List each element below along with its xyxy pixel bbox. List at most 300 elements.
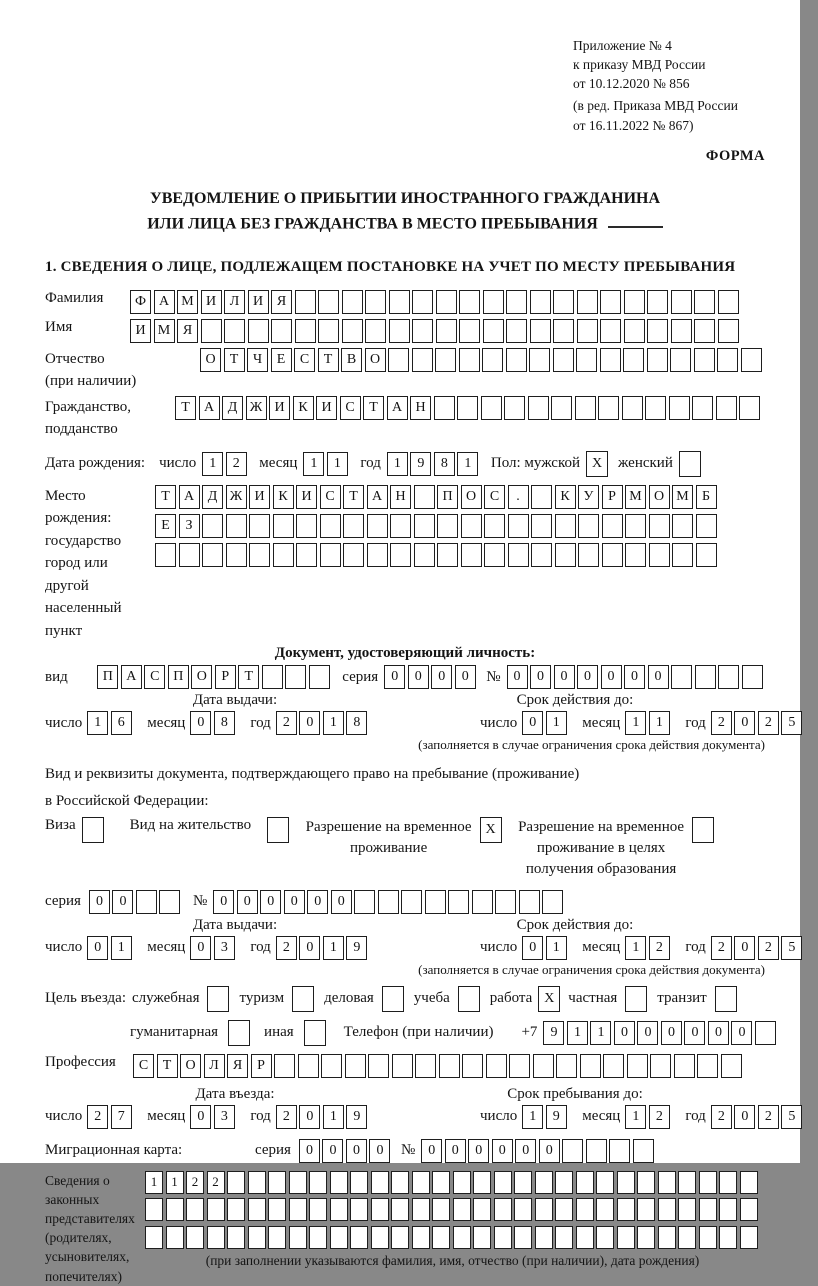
char-cell[interactable]	[262, 665, 283, 689]
char-cell[interactable]: Т	[175, 396, 196, 420]
char-cell[interactable]	[414, 514, 435, 538]
char-cell[interactable]: 0	[734, 711, 755, 735]
char-cell[interactable]: 0	[213, 890, 234, 914]
char-cell[interactable]	[432, 1198, 450, 1221]
char-cell[interactable]: Ч	[247, 348, 268, 372]
char-cell[interactable]	[392, 1054, 413, 1078]
char-cell[interactable]	[576, 1171, 594, 1194]
char-cell[interactable]	[645, 396, 666, 420]
char-cell[interactable]: 8	[214, 711, 235, 735]
char-cell[interactable]	[531, 485, 552, 509]
char-cell[interactable]	[670, 348, 691, 372]
char-cell[interactable]: 1	[546, 711, 567, 735]
char-cell[interactable]	[672, 543, 693, 567]
char-cell[interactable]: Я	[177, 319, 198, 343]
char-cell[interactable]	[535, 1171, 553, 1194]
char-cell[interactable]: 0	[322, 1139, 343, 1163]
char-cell[interactable]: Я	[271, 290, 292, 314]
checkbox-visa[interactable]	[82, 817, 104, 843]
char-cell[interactable]	[390, 543, 411, 567]
checkbox-work[interactable]: X	[538, 986, 560, 1012]
char-cell[interactable]	[318, 319, 339, 343]
char-cell[interactable]: 0	[190, 1105, 211, 1129]
char-cell[interactable]	[318, 290, 339, 314]
char-cell[interactable]: О	[649, 485, 670, 509]
char-cell[interactable]: 0	[112, 890, 133, 914]
char-cell[interactable]	[671, 319, 692, 343]
char-cell[interactable]	[179, 543, 200, 567]
char-cell[interactable]	[343, 514, 364, 538]
char-cell[interactable]: Ф	[130, 290, 151, 314]
char-cell[interactable]: 6	[111, 711, 132, 735]
char-cell[interactable]: 2	[758, 936, 779, 960]
char-cell[interactable]	[342, 290, 363, 314]
char-cell[interactable]	[555, 1198, 573, 1221]
char-cell[interactable]	[529, 348, 550, 372]
char-cell[interactable]	[535, 1198, 553, 1221]
char-cell[interactable]	[391, 1198, 409, 1221]
char-cell[interactable]: 1	[166, 1171, 184, 1194]
char-cell[interactable]: 0	[431, 665, 452, 689]
char-cell[interactable]: 9	[543, 1021, 564, 1045]
char-cell[interactable]	[412, 1226, 430, 1249]
char-cell[interactable]: 7	[111, 1105, 132, 1129]
char-cell[interactable]: 2	[186, 1171, 204, 1194]
char-cell[interactable]	[740, 1171, 758, 1194]
char-cell[interactable]	[553, 319, 574, 343]
char-cell[interactable]	[741, 348, 762, 372]
char-cell[interactable]	[555, 1226, 573, 1249]
char-cell[interactable]: И	[269, 396, 290, 420]
char-cell[interactable]	[412, 348, 433, 372]
char-cell[interactable]: Д	[202, 485, 223, 509]
char-cell[interactable]	[578, 543, 599, 567]
char-cell[interactable]	[609, 1139, 630, 1163]
char-cell[interactable]: 1	[546, 936, 567, 960]
char-cell[interactable]	[530, 290, 551, 314]
char-cell[interactable]: 5	[781, 936, 802, 960]
char-cell[interactable]	[389, 319, 410, 343]
char-cell[interactable]	[226, 543, 247, 567]
char-cell[interactable]: И	[296, 485, 317, 509]
char-cell[interactable]: 1	[625, 936, 646, 960]
char-cell[interactable]	[617, 1198, 635, 1221]
char-cell[interactable]	[504, 396, 525, 420]
char-cell[interactable]	[439, 1054, 460, 1078]
char-cell[interactable]	[576, 348, 597, 372]
char-cell[interactable]	[296, 543, 317, 567]
char-cell[interactable]: О	[191, 665, 212, 689]
char-cell[interactable]	[740, 1198, 758, 1221]
char-cell[interactable]	[719, 1198, 737, 1221]
char-cell[interactable]	[633, 1139, 654, 1163]
char-cell[interactable]: 0	[734, 936, 755, 960]
char-cell[interactable]	[224, 319, 245, 343]
char-cell[interactable]	[432, 1226, 450, 1249]
char-cell[interactable]: 2	[226, 452, 247, 476]
char-cell[interactable]: 1	[522, 1105, 543, 1129]
checkbox-male[interactable]: X	[586, 451, 608, 477]
char-cell[interactable]	[484, 543, 505, 567]
char-cell[interactable]	[624, 319, 645, 343]
char-cell[interactable]	[473, 1226, 491, 1249]
char-cell[interactable]: 0	[554, 665, 575, 689]
char-cell[interactable]	[437, 514, 458, 538]
char-cell[interactable]	[145, 1198, 163, 1221]
char-cell[interactable]: 2	[711, 1105, 732, 1129]
char-cell[interactable]: И	[201, 290, 222, 314]
checkbox-private[interactable]	[625, 986, 647, 1012]
char-cell[interactable]: 1	[567, 1021, 588, 1045]
char-cell[interactable]: З	[179, 514, 200, 538]
char-cell[interactable]: 0	[284, 890, 305, 914]
char-cell[interactable]: 9	[410, 452, 431, 476]
char-cell[interactable]	[531, 514, 552, 538]
char-cell[interactable]	[483, 290, 504, 314]
char-cell[interactable]	[136, 890, 157, 914]
char-cell[interactable]	[553, 290, 574, 314]
char-cell[interactable]: Д	[222, 396, 243, 420]
char-cell[interactable]: С	[133, 1054, 154, 1078]
char-cell[interactable]: И	[248, 290, 269, 314]
char-cell[interactable]: 0	[445, 1139, 466, 1163]
char-cell[interactable]: 0	[299, 1105, 320, 1129]
char-cell[interactable]	[295, 319, 316, 343]
char-cell[interactable]: Б	[696, 485, 717, 509]
char-cell[interactable]	[453, 1171, 471, 1194]
char-cell[interactable]	[482, 348, 503, 372]
char-cell[interactable]	[542, 890, 563, 914]
char-cell[interactable]: Н	[390, 485, 411, 509]
char-cell[interactable]: У	[578, 485, 599, 509]
char-cell[interactable]	[625, 543, 646, 567]
char-cell[interactable]: 2	[276, 1105, 297, 1129]
char-cell[interactable]: 8	[346, 711, 367, 735]
char-cell[interactable]: 1	[625, 1105, 646, 1129]
char-cell[interactable]	[509, 1054, 530, 1078]
char-cell[interactable]	[271, 319, 292, 343]
char-cell[interactable]	[371, 1198, 389, 1221]
char-cell[interactable]	[716, 396, 737, 420]
char-cell[interactable]: 1	[590, 1021, 611, 1045]
char-cell[interactable]: 0	[260, 890, 281, 914]
char-cell[interactable]	[226, 514, 247, 538]
char-cell[interactable]	[248, 1226, 266, 1249]
char-cell[interactable]: 0	[237, 890, 258, 914]
char-cell[interactable]	[412, 319, 433, 343]
char-cell[interactable]	[678, 1198, 696, 1221]
char-cell[interactable]	[472, 890, 493, 914]
char-cell[interactable]	[461, 514, 482, 538]
char-cell[interactable]: А	[154, 290, 175, 314]
char-cell[interactable]	[371, 1171, 389, 1194]
char-cell[interactable]	[506, 319, 527, 343]
char-cell[interactable]: А	[387, 396, 408, 420]
char-cell[interactable]: 2	[649, 936, 670, 960]
char-cell[interactable]: 2	[711, 711, 732, 735]
char-cell[interactable]	[603, 1054, 624, 1078]
char-cell[interactable]: 1	[145, 1171, 163, 1194]
char-cell[interactable]: 0	[408, 665, 429, 689]
char-cell[interactable]: С	[320, 485, 341, 509]
char-cell[interactable]: 0	[87, 936, 108, 960]
char-cell[interactable]	[600, 348, 621, 372]
char-cell[interactable]: 0	[577, 665, 598, 689]
char-cell[interactable]	[459, 290, 480, 314]
char-cell[interactable]	[671, 665, 692, 689]
char-cell[interactable]	[586, 1139, 607, 1163]
char-cell[interactable]	[658, 1198, 676, 1221]
char-cell[interactable]: Ж	[246, 396, 267, 420]
char-cell[interactable]: 0	[384, 665, 405, 689]
char-cell[interactable]: 1	[303, 452, 324, 476]
char-cell[interactable]	[268, 1171, 286, 1194]
char-cell[interactable]	[600, 319, 621, 343]
char-cell[interactable]	[580, 1054, 601, 1078]
char-cell[interactable]	[289, 1198, 307, 1221]
char-cell[interactable]	[623, 348, 644, 372]
char-cell[interactable]: И	[249, 485, 270, 509]
char-cell[interactable]: А	[121, 665, 142, 689]
char-cell[interactable]	[367, 514, 388, 538]
char-cell[interactable]	[596, 1171, 614, 1194]
char-cell[interactable]	[514, 1171, 532, 1194]
char-cell[interactable]: Т	[318, 348, 339, 372]
char-cell[interactable]	[531, 543, 552, 567]
char-cell[interactable]	[365, 290, 386, 314]
char-cell[interactable]	[650, 1054, 671, 1078]
char-cell[interactable]	[343, 543, 364, 567]
char-cell[interactable]: 0	[190, 936, 211, 960]
char-cell[interactable]	[627, 1054, 648, 1078]
char-cell[interactable]	[494, 1171, 512, 1194]
char-cell[interactable]: М	[154, 319, 175, 343]
char-cell[interactable]: 9	[546, 1105, 567, 1129]
char-cell[interactable]	[649, 514, 670, 538]
char-cell[interactable]: 0	[539, 1139, 560, 1163]
char-cell[interactable]: 0	[648, 665, 669, 689]
char-cell[interactable]: 1	[87, 711, 108, 735]
char-cell[interactable]: Л	[204, 1054, 225, 1078]
char-cell[interactable]: Р	[215, 665, 236, 689]
char-cell[interactable]: С	[294, 348, 315, 372]
char-cell[interactable]: 8	[434, 452, 455, 476]
char-cell[interactable]	[285, 665, 306, 689]
char-cell[interactable]	[514, 1226, 532, 1249]
char-cell[interactable]	[494, 1226, 512, 1249]
char-cell[interactable]: Т	[343, 485, 364, 509]
char-cell[interactable]: О	[200, 348, 221, 372]
char-cell[interactable]	[155, 543, 176, 567]
char-cell[interactable]: 2	[87, 1105, 108, 1129]
char-cell[interactable]: 9	[346, 1105, 367, 1129]
char-cell[interactable]: К	[273, 485, 294, 509]
char-cell[interactable]: 0	[299, 711, 320, 735]
checkbox-female[interactable]	[679, 451, 701, 477]
char-cell[interactable]: 1	[327, 452, 348, 476]
char-cell[interactable]: 1	[387, 452, 408, 476]
char-cell[interactable]	[694, 290, 715, 314]
char-cell[interactable]: 2	[758, 1105, 779, 1129]
char-cell[interactable]	[473, 1171, 491, 1194]
char-cell[interactable]	[227, 1226, 245, 1249]
char-cell[interactable]	[202, 514, 223, 538]
char-cell[interactable]	[367, 543, 388, 567]
char-cell[interactable]: 1	[111, 936, 132, 960]
char-cell[interactable]: Е	[271, 348, 292, 372]
char-cell[interactable]	[309, 665, 330, 689]
char-cell[interactable]	[718, 290, 739, 314]
char-cell[interactable]	[553, 348, 574, 372]
char-cell[interactable]	[699, 1171, 717, 1194]
char-cell[interactable]	[289, 1226, 307, 1249]
char-cell[interactable]	[602, 514, 623, 538]
char-cell[interactable]	[696, 514, 717, 538]
char-cell[interactable]: И	[316, 396, 337, 420]
char-cell[interactable]	[295, 290, 316, 314]
char-cell[interactable]: 2	[207, 1171, 225, 1194]
char-cell[interactable]	[350, 1198, 368, 1221]
char-cell[interactable]	[617, 1226, 635, 1249]
char-cell[interactable]: 0	[708, 1021, 729, 1045]
char-cell[interactable]	[658, 1226, 676, 1249]
char-cell[interactable]	[721, 1054, 742, 1078]
checkbox-edu-permit[interactable]	[692, 817, 714, 843]
char-cell[interactable]	[350, 1226, 368, 1249]
char-cell[interactable]: И	[130, 319, 151, 343]
char-cell[interactable]	[202, 543, 223, 567]
checkbox-study[interactable]	[458, 986, 480, 1012]
char-cell[interactable]	[249, 543, 270, 567]
char-cell[interactable]	[739, 396, 760, 420]
char-cell[interactable]: 5	[781, 1105, 802, 1129]
char-cell[interactable]: 0	[661, 1021, 682, 1045]
checkbox-official[interactable]	[207, 986, 229, 1012]
char-cell[interactable]: 0	[331, 890, 352, 914]
char-cell[interactable]	[461, 543, 482, 567]
char-cell[interactable]	[506, 290, 527, 314]
char-cell[interactable]	[309, 1226, 327, 1249]
char-cell[interactable]: 1	[649, 711, 670, 735]
char-cell[interactable]: 0	[637, 1021, 658, 1045]
char-cell[interactable]	[484, 514, 505, 538]
char-cell[interactable]	[637, 1171, 655, 1194]
char-cell[interactable]	[481, 396, 502, 420]
char-cell[interactable]	[556, 1054, 577, 1078]
char-cell[interactable]	[694, 319, 715, 343]
char-cell[interactable]: П	[168, 665, 189, 689]
char-cell[interactable]	[437, 543, 458, 567]
checkbox-temp-permit[interactable]: X	[480, 817, 502, 843]
char-cell[interactable]	[576, 1198, 594, 1221]
char-cell[interactable]	[575, 396, 596, 420]
char-cell[interactable]	[345, 1054, 366, 1078]
char-cell[interactable]	[669, 396, 690, 420]
char-cell[interactable]	[186, 1226, 204, 1249]
char-cell[interactable]: 0	[731, 1021, 752, 1045]
char-cell[interactable]	[298, 1054, 319, 1078]
checkbox-other[interactable]	[304, 1020, 326, 1046]
char-cell[interactable]: 0	[455, 665, 476, 689]
char-cell[interactable]: 0	[530, 665, 551, 689]
char-cell[interactable]	[248, 319, 269, 343]
char-cell[interactable]	[350, 1171, 368, 1194]
char-cell[interactable]	[390, 514, 411, 538]
char-cell[interactable]: К	[293, 396, 314, 420]
char-cell[interactable]: 0	[614, 1021, 635, 1045]
char-cell[interactable]	[625, 514, 646, 538]
char-cell[interactable]: О	[461, 485, 482, 509]
char-cell[interactable]	[371, 1226, 389, 1249]
char-cell[interactable]: 2	[276, 936, 297, 960]
char-cell[interactable]: В	[341, 348, 362, 372]
char-cell[interactable]	[578, 514, 599, 538]
char-cell[interactable]: 0	[190, 711, 211, 735]
char-cell[interactable]	[535, 1226, 553, 1249]
checkbox-business[interactable]	[382, 986, 404, 1012]
char-cell[interactable]	[268, 1198, 286, 1221]
checkbox-transit[interactable]	[715, 986, 737, 1012]
char-cell[interactable]	[598, 396, 619, 420]
char-cell[interactable]: М	[177, 290, 198, 314]
char-cell[interactable]	[462, 1054, 483, 1078]
char-cell[interactable]	[273, 543, 294, 567]
char-cell[interactable]	[457, 396, 478, 420]
char-cell[interactable]	[330, 1226, 348, 1249]
char-cell[interactable]	[647, 348, 668, 372]
char-cell[interactable]: 0	[89, 890, 110, 914]
char-cell[interactable]	[617, 1171, 635, 1194]
char-cell[interactable]: 0	[346, 1139, 367, 1163]
char-cell[interactable]	[415, 1054, 436, 1078]
char-cell[interactable]	[227, 1171, 245, 1194]
char-cell[interactable]	[719, 1226, 737, 1249]
checkbox-humanitarian[interactable]	[228, 1020, 250, 1046]
char-cell[interactable]	[425, 890, 446, 914]
char-cell[interactable]: 1	[625, 711, 646, 735]
char-cell[interactable]	[486, 1054, 507, 1078]
char-cell[interactable]: 1	[323, 1105, 344, 1129]
char-cell[interactable]	[414, 543, 435, 567]
char-cell[interactable]	[378, 890, 399, 914]
char-cell[interactable]	[528, 396, 549, 420]
char-cell[interactable]	[365, 319, 386, 343]
char-cell[interactable]	[508, 514, 529, 538]
char-cell[interactable]	[207, 1198, 225, 1221]
char-cell[interactable]	[368, 1054, 389, 1078]
char-cell[interactable]	[330, 1198, 348, 1221]
char-cell[interactable]	[330, 1171, 348, 1194]
char-cell[interactable]	[696, 543, 717, 567]
char-cell[interactable]: 0	[601, 665, 622, 689]
char-cell[interactable]	[699, 1198, 717, 1221]
char-cell[interactable]	[473, 1198, 491, 1221]
char-cell[interactable]: Л	[224, 290, 245, 314]
char-cell[interactable]	[388, 348, 409, 372]
char-cell[interactable]: А	[179, 485, 200, 509]
char-cell[interactable]	[658, 1171, 676, 1194]
char-cell[interactable]	[637, 1198, 655, 1221]
char-cell[interactable]	[671, 290, 692, 314]
char-cell[interactable]	[647, 319, 668, 343]
char-cell[interactable]	[742, 665, 763, 689]
char-cell[interactable]	[248, 1198, 266, 1221]
char-cell[interactable]	[678, 1171, 696, 1194]
char-cell[interactable]: А	[367, 485, 388, 509]
char-cell[interactable]: 1	[457, 452, 478, 476]
char-cell[interactable]	[699, 1226, 717, 1249]
char-cell[interactable]	[342, 319, 363, 343]
